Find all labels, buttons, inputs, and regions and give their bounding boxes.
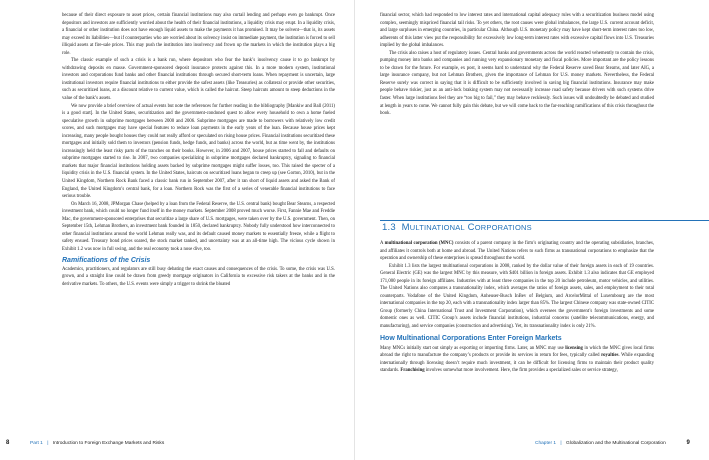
section-heading [382, 222, 532, 233]
term-royalties: royalties [601, 353, 619, 359]
mnc-definition-paragraph [380, 240, 654, 263]
right-folio [535, 440, 690, 446]
enter-text-b: in which the MNC gives local firms abroad the right to manufacture the company’s products or provide its services in return for fees, typically called [380, 345, 655, 359]
mnc-term: multinational corporation (MNC) [384, 241, 454, 246]
subhead-ramifications: Ramifications of the Crisis [62, 256, 151, 264]
left-paragraph-5: Academics, practitioners, and regulators are still busy debating the exact causes and consequences of the crisis. To some, the crisis was U.S. grown, and a straight line could be drawn from greedy mortgage originators in California to excessive risk takers at the banks and in the derivative markets. To others, the U.S. events were simply a trigger to shrink the bloated [62, 266, 335, 287]
section-title-cap1: M [401, 222, 410, 233]
enter-text-c: . While expanding internationally through licensing doesn’t require much investment, it can be difficult for licensing firms to maintain their product quality standards. [380, 353, 654, 374]
page-number-left: 8 [6, 440, 10, 446]
section-title-rest1: ULTINATIONAL [409, 223, 465, 232]
left-paragraph-1: because of their direct exposure to asset prices, certain financial institutions may also curtail lending and perhaps even go bankrupt. Once depositors and investors are sufficiently worried about the health of their financial institutions, a liquidity crisis may erupt. In a liquidity crisis, a financial or other institution does not have enough liquid assets to make the payments it has promised. It may be solvent—that is, its assets may exceed its liabilities—but if counterparties who are worried about its solvency insist on immediate payment, the institution is forced to sell illiquid assets at fire-sale prices. This may push the institution into insolvency and frown up the markets in which the institution plays a big role. [62, 13, 335, 56]
subhead-enter-markets: How Multinational Corporations Enter Foreign Markets [380, 334, 562, 342]
left-folio [6, 440, 164, 446]
right-text-column-top [380, 12, 654, 118]
right-page [355, 0, 709, 460]
chapter-title: Globalization and the Multinational Corporation [566, 441, 666, 446]
page-number-right: 9 [686, 440, 690, 446]
part-title: Introduction to Foreign Exchange Markets and Risks [52, 441, 165, 446]
enter-markets-paragraph [380, 345, 654, 375]
left-paragraph-2: The classic example of such a crisis is a bank run, where depositors who fear the bank’s insolvency cause it to go bankrupt by withdrawing deposits en masse. Government-sponsored deposit insurance protects against this. In a more modern system, institutional investors and corporations fund banks and other financial institutions through secured short-term loans. When repayment is uncertain, large institutional investors require financial institutions to either provide the safest assets (like Treasuries) as collateral or provide other securities, such as securitized loans, at a discount relative to current value, which is called the haircut. Steep haircuts amount to steep deductions in the value of the bank’s assets. [62, 58, 335, 102]
section-title-rest2: ORPORATIONS [474, 223, 532, 232]
enter-text-d: involves somewhat more involvement. Here, the firm provides a specialized sales or service strategy, [424, 368, 618, 374]
part-label: Part 1 [30, 441, 43, 446]
chapter-label: Chapter 1 [535, 441, 557, 446]
left-text-column [62, 12, 335, 288]
section-title-cap2: C [467, 222, 475, 233]
mnc-text: consists of a parent company in the firm’s originating country and the operating subsidiaries, branches, and affiliates it controls both at home and abroad. The United Nations refers to such firms as transnational corporations to emphasize that the operation and ownership of these enterprises is spread throughout the world. [380, 241, 655, 262]
enter-text-a: Many MNCs initially start out simply as exporting or importing firms. Later, an MNC may use [380, 345, 566, 351]
folio-separator: | [47, 441, 49, 446]
mnc-lead: A [380, 241, 384, 246]
right-paragraph-1: financial sector, which had responded to low interest rates and international capital adequacy rules with a securitization business model using complex, seemingly mispriced financial tail risks. To yet others, the root causes were global imbalances, the large U.S. current account deficit, and large surpluses in emerging countries, in particular China. Although U.S. monetary policy may have kept short-term interest rates too low, adherents of this latter view put the responsibility for excessively low long-term interest rates with excessive capital flows into U.S. Treasuries implied by the global imbalances. [380, 13, 654, 49]
left-paragraph-4: On March 16, 2008, JPMorgan Chase (helped by a loan from the Federal Reserve, the U.S. central bank) bought Bear Stearns, a respected investment bank, which could no longer fund itself in the money markets. September 2008 proved much worse. First, Fannie Mae and Freddie Mac, the government-sponsored enterprises that securitize a large share of U.S. mortgages, were taken over by the U.S. government. Then, on September 15th, Lehman Brothers, an investment bank founded in 1850, declared bankruptcy. Nobody fully understood how interconnected to other financial institutions around the world Lehman really was, and its default caused money markets to essentially freeze, while a flight to safety ensued. Treasury bond prices soared, the stock market tanked, and uncertainty was at an all-time high. The vicious cycle shown in Exhibit 1.2 was now in full swing, and the real economy took a nose dive, too. [62, 201, 335, 252]
right-paragraph-2: The crisis also raises a host of regulatory issues. Central banks and governments across the world reacted vehemently to contain the crisis, pumping money into banks and companies and running very expansionary monetary and fiscal policies. More important are the policy lessons to be drawn for the future. For example, ex post, it seems hard to understand why the Federal Reserve saved Bear Stearns, and later AIG, a large insurance company, but not Lehman Brothers, given the importance of Lehman for U.S. money markets. Nevertheless, the Federal Reserve surely was correct in saying that it is difficult to be sufficiently involved in saving big financial institutions. Insurance may make people behave riskier, just as an anti-lock braking system may not necessarily increase road safety because drivers with such systems drive faster. When large institutions feel they are “too big to fail,” they may behave recklessly. Such issues will undoubtedly be debated and studied at length in years to come. We cannot fully gain this debate, but we will come back to the far-reaching ramifications of this crisis throughout the book. [380, 50, 654, 117]
right-text-column-bottom [380, 240, 654, 375]
term-franchising: Franchising [400, 368, 425, 374]
left-page [0, 0, 354, 460]
term-licensing: licensing [565, 345, 583, 351]
section-number: 1.3 [382, 222, 396, 233]
exhibit-paragraph: Exhibit 1.3 lists the largest multinational corporations in 2008, ranked by the dollar value of their foreign assets in each of 19 countries. General Electric (GE) was the largest MNC by this measure, with $401 billion in foreign assets. Exhibit 1.3 also indicates that GE employed 171,000 people in its foreign affiliates. Industries with at least three companies in the top 20 include petroleum, motor vehicles, and utilities. The United Nations also computes a transnationality index, which averages the ratios of foreign assets, sales, and employment to their total counterparts. Vodafone of the United Kingdom, Anheuser-Busch InBev of Belgium, and ArcelorMittal of Luxembourg are the most international companies in the top 20, each with a transnationality index larger than 85%. The largest Chinese company was state-owned CITIC Group (formerly China International Trust and Investment Corporation), which oversees the government’s foreign investments and some domestic ones as well. CITIC Group’s assets include financial institutions, industrial concerns (satellite telecommunications, energy, and manufacturing), and service companies (construction and advertising). Yet, its transnationality index is only 21%. [380, 263, 654, 330]
left-paragraph-3: We now provide a brief overview of actual events but note the references for further reading in the bibliography [Mankiw and Ball (2011) is a good start]. In the United States, securitization and the government-condoned quest to allow every household to own a home fueled speculative growth in subprime mortgages between 2000 and 2006. Subprime mortgages are made to borrowers with relatively low credit scores, and such mortgages may have special features to reduce loan payments in the early years of the loan. Because house prices kept increasing, many people bought houses they could not really afford or speculated on rising house prices. Financial institutions securitized these mortgages and initially sold them to investors (pension funds, hedge funds, and banks) across the world, but as time went by, the institutions increasingly held the least risky parts of the tranches on their books. However, in 2006 and 2007, house prices started to fall and defaults on subprime mortgages started to rise. In 2007, two companies specializing in subprime mortgages declared bankruptcy, signaling to financial markets that major financial institutions holding assets backed by subprime mortgages might suffer losses, too. This raised the specter of a liquidity crisis in the U.S. financial system. In the United States, haircuts on securitized loans began to creep up (see Gorton, 2010), but in the United Kingdom, Northern Rock Bank faced a classic bank run in September 2007, after it ran short of liquid assets and asked the Bank of England, the United Kingdom’s central bank, for a loan. Northern Rock was the first of a series of venerable financial institutions to face serious trouble. [62, 103, 335, 200]
folio-separator-right: | [560, 441, 562, 446]
